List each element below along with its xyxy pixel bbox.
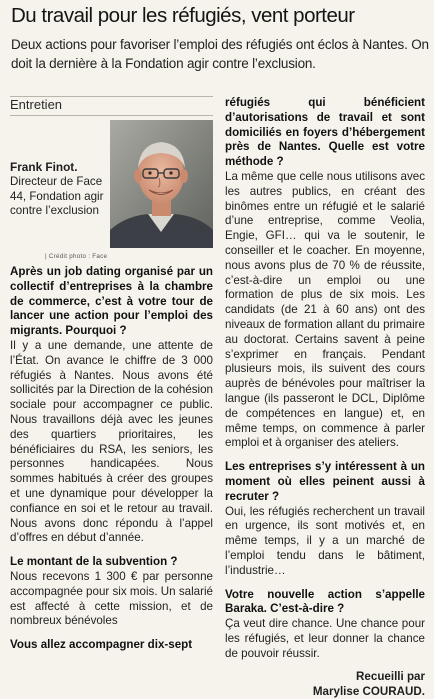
photo-credit: | Crédit photo : Face <box>45 253 108 260</box>
portrait-photo-illustration <box>110 120 213 248</box>
question-1: Après un job dating organisé par un collectif d’entreprises à la chambre de commerce, c’est à votre tour de lancer une action pour l’emploi des migrants. Pourquoi ? <box>10 265 213 338</box>
question-4: Les entreprises s’y intéressent à un moment où elles peinent aussi à recruter ? <box>225 460 425 503</box>
byline-intro: Recueilli par <box>356 670 425 684</box>
question-5: Votre nouvelle action s’appelle Baraka. C’est-à-dire ? <box>225 587 425 616</box>
question-2: Le montant de la subvention ? <box>10 555 178 569</box>
interviewee-role: Directeur de Face 44, Fondation agir contre l’exclusion <box>10 175 104 218</box>
byline-author: Marylise COURAUD. <box>312 685 425 699</box>
answer-2: Nous recevons 1 300 € par personne accompagnée pour six mois. Un salarié est affecté à cette mission, et de nombreux bénévoles <box>10 569 213 628</box>
question-3-end: réfugiés qui bénéficient d’autorisations de travail et sont domiciliés en foyers d’hébergement près de Nantes. Quelle est votre méthode ? <box>225 96 425 169</box>
answer-4: Oui, les réfugiés recherchent un travail en urgence, ils sont motivés et, en même temps, il y a un marché de l’emploi tendu dans le bâtiment, l’industrie… <box>225 504 425 577</box>
standfirst: Deux actions pour favoriser l’emploi des réfugiés ont éclos à Nantes. On doit la dernière à la Fondation agir contre l’exclusion. <box>11 37 429 71</box>
interviewee-name: Frank Finot. <box>10 160 78 174</box>
byline <box>225 669 425 699</box>
question-3-start: Vous allez accompagner dix-sept <box>10 638 193 652</box>
rubric-label: Entretien <box>10 96 213 116</box>
answer-3: La même que celle nous utilisons avec les autres publics, en créant des binômes entre un réfugié et le salarié d’une entreprise, comme Veolia, Engie, GFI… qui va le soutenir, le conseiller et le coacher. En moyenne, nous avons plus de 70 % de réussite, c’est-à-dire un emploi ou une formation de plus de six mois. Les candidats (de 21 à 60 ans) ont des niveaux de formation allant du primaire au doctorat. Certains savent à peine s’exprimer en français. Pendant plusieurs mois, ils suivent des cours auprès de bénévoles pour maîtriser la langue (ils passeront le DCL, Diplôme de compétences en langue) et, en même temps, on commence à parler emploi et à organiser des ateliers. <box>225 169 425 450</box>
answer-1: Il y a une demande, une attente de l’État. On avance le chiffre de 3 000 réfugiés à Nantes. Nous avons été sollicités par la Direction de la cohésion sociale pour accompagner ce public. Nous travaillons déjà avec les jeunes des quartiers prioritaires, les bénéficiaires du RSA, les seniors, les personnes handicapées. Nous sommes habitués à créer des groupes et une dynamique pour développer la confiance en soi et le retour au travail. Nous avons donc répondu à l’appel d’offres en début d’année. <box>10 338 213 545</box>
headline: Du travail pour les réfugiés, vent porteur <box>11 4 355 27</box>
right-column <box>225 96 425 699</box>
portrait-block <box>10 160 213 330</box>
interviewee-photo <box>110 120 213 248</box>
left-column <box>10 96 213 653</box>
answer-5: Ça veut dire chance. Une chance pour les réfugiés, et leur donner la chance de pouvoir réussir. <box>225 617 425 660</box>
